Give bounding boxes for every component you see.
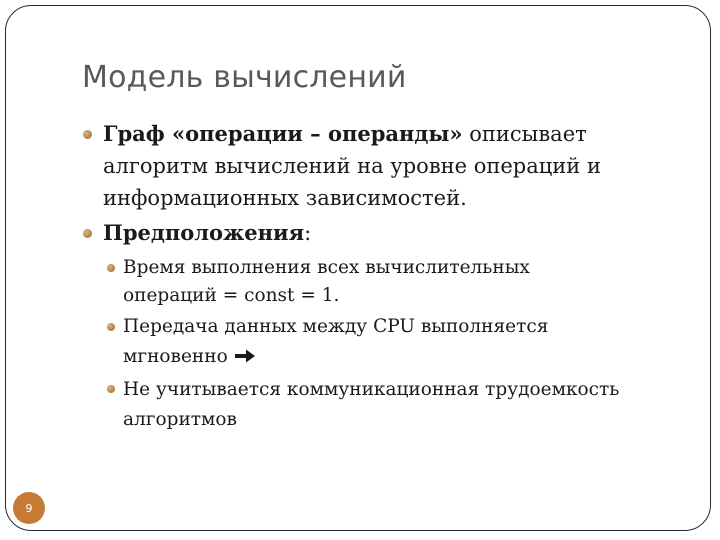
sub-bullet-icon <box>107 385 115 393</box>
bullet-1-line-1 <box>103 119 587 149</box>
sub-bullet-2-text: мгновенно <box>123 346 228 367</box>
sub-bullet-2-line-2 <box>123 341 256 374</box>
bullet-2-line-1 <box>103 218 311 248</box>
sub-bullet-1-line-2: операций = const = 1. <box>123 285 340 306</box>
slide-number-badge: 9 <box>13 492 45 524</box>
slide-title: Модель вычислений <box>82 60 407 95</box>
bullet-1-bold: Граф «операции – операнды» <box>103 121 463 146</box>
bullet-icon <box>83 130 92 139</box>
sub-bullet-2-line-1: Передача данных между CPU выполняется <box>123 316 549 337</box>
sub-bullet-1-line-1: Время выполнения всех вычислительных <box>123 257 530 278</box>
bullet-2-bold: Предположения <box>103 220 305 245</box>
sub-bullet-3-line-2: алгоритмов <box>123 409 237 430</box>
sub-bullet-3-line-1: Не учитывается коммуникационная трудоемкость <box>123 379 620 400</box>
bullet-2-text: : <box>304 221 312 245</box>
right-arrow-icon <box>234 343 256 374</box>
bullet-1-line-2: алгоритм вычислений на уровне операций и <box>103 154 601 178</box>
bullet-1-text: описывает <box>462 122 587 146</box>
sub-bullet-icon <box>107 264 115 272</box>
sub-bullet-icon <box>107 323 115 331</box>
bullet-icon <box>83 229 92 238</box>
bullet-1-line-3: информационных зависимостей. <box>103 186 467 210</box>
